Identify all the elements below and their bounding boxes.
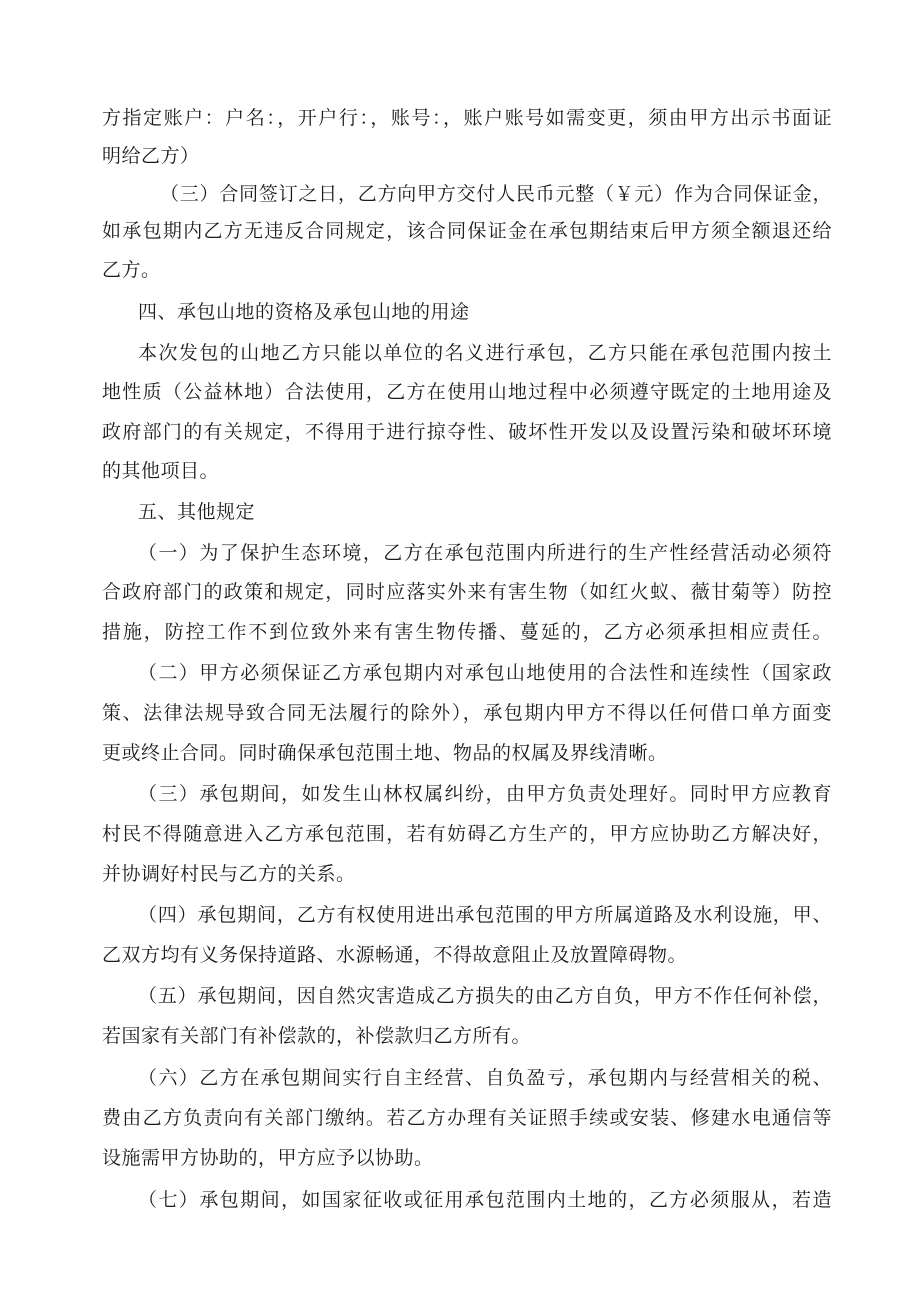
paragraph-line: 乙方。 — [102, 259, 161, 281]
paragraph-line: 策、法律法规导致合同无法履行的除外），承包期内甲方不得以任何借口单方面变 — [102, 702, 832, 724]
paragraph-line: 的其他项目。 — [102, 460, 220, 482]
paragraph-line: （六）乙方在承包期间实行自主经营、自负盈亏，承包期内与经营相关的税、 — [138, 1067, 832, 1089]
paragraph-line: （四）承包期间，乙方有权使用进出承包范围的甲方所属道路及水利设施，甲、 — [138, 904, 832, 926]
paragraph-line: 措施，防控工作不到位致外来有害生物传播、蔓延的，乙方必须承担相应责任。 — [102, 621, 832, 643]
paragraph-line: （一）为了保护生态环境，乙方在承包范围内所进行的生产性经营活动必须符 — [138, 542, 832, 564]
paragraph-line: （三）承包期间，如发生山林权属纠纷，由甲方负责处理好。同时甲方应教育 — [138, 783, 832, 805]
paragraph-line: 费由乙方负责向有关部门缴纳。若乙方办理有关证照手续或安装、修建水电通信等 — [102, 1107, 832, 1129]
paragraph-line: 如承包期内乙方无违反合同规定，该合同保证金在承包期结束后甲方须全额退还给 — [102, 220, 832, 242]
paragraph-line: 明给乙方） — [102, 145, 200, 167]
section-heading: 四、承包山地的资格及承包山地的用途 — [138, 301, 470, 323]
paragraph-line: 政府部门的有关规定，不得用于进行掠夺性、破坏性开发以及设置污染和破坏环境 — [102, 421, 832, 443]
paragraph-line: （七）承包期间，如国家征收或征用承包范围内土地的，乙方必须服从，若造 — [138, 1189, 832, 1211]
paragraph-line: 村民不得随意进入乙方承包范围，若有妨碍乙方生产的，甲方应协助乙方解决好， — [102, 823, 832, 845]
section-heading: 五、其他规定 — [138, 501, 256, 523]
paragraph-line: 更或终止合同。同时确保承包范围土地、物品的权属及界线清晰。 — [102, 742, 668, 764]
paragraph-line: 本次发包的山地乙方只能以单位的名义进行承包，乙方只能在承包范围内按土 — [138, 342, 832, 364]
paragraph-line: 若国家有关部门有补偿款的，补偿款归乙方所有。 — [102, 1025, 532, 1047]
paragraph-line: 并协调好村民与乙方的关系。 — [102, 863, 356, 885]
paragraph-line: （五）承包期间，因自然灾害造成乙方损失的由乙方自负，甲方不作任何补偿， — [138, 985, 832, 1007]
paragraph-line: 乙双方均有义务保持道路、水源畅通，不得故意阻止及放置障碍物。 — [102, 944, 688, 966]
paragraph-line: 地性质（公益林地）合法使用，乙方在使用山地过程中必须遵守既定的土地用途及 — [102, 381, 832, 403]
paragraph-line: 设施需甲方协助的，甲方应予以协助。 — [102, 1147, 434, 1169]
paragraph-line: （二）甲方必须保证乙方承包期内对承包山地使用的合法性和连续性（国家政 — [138, 662, 832, 684]
paragraph-line: （三）合同签订之日，乙方向甲方交付人民币元整（￥元）作为合同保证金， — [160, 183, 832, 205]
paragraph-line: 合政府部门的政策和规定，同时应落实外来有害生物（如红火蚁、薇甘菊等）防控 — [102, 581, 832, 603]
paragraph-line: 方指定账户：户名：，开户行：，账号：，账户账号如需变更，须由甲方出示书面证 — [102, 107, 832, 129]
